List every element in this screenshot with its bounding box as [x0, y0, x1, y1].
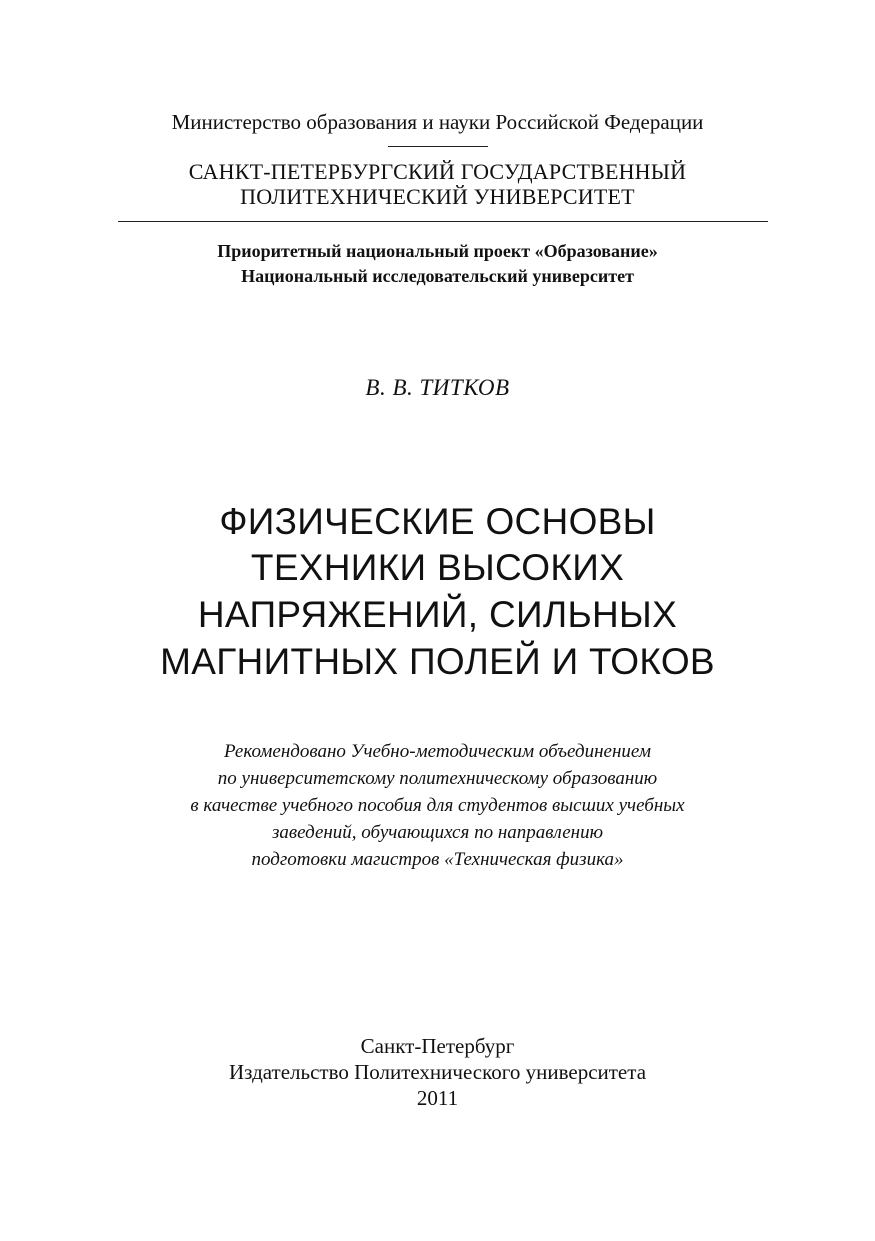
ministry-name: Министерство образования и науки Российской Федерации: [171, 110, 704, 134]
project-line-2: Национальный исследовательский университет: [241, 266, 634, 286]
university-name-line-1: САНКТ-ПЕТЕРБУРГСКИЙ ГОСУДАРСТВЕННЫЙ: [188, 159, 687, 184]
imprint-year: 2011: [416, 1086, 459, 1110]
imprint-publisher: Издательство Политехнического университета: [228, 1060, 647, 1084]
short-divider: [388, 146, 488, 147]
imprint-city: Санкт-Петербург: [360, 1034, 515, 1058]
book-title-line: ФИЗИЧЕСКИЕ ОСНОВЫ: [219, 501, 656, 542]
university-name-line-2: ПОЛИТЕХНИЧЕСКИЙ УНИВЕРСИТЕТ: [240, 184, 635, 209]
recommendation-line: в качестве учебного пособия для студентов высших учебных: [190, 795, 685, 816]
recommendation-line: по университетскому политехническому образованию: [217, 768, 658, 789]
recommendation-line: Рекомендовано Учебно-методическим объединением: [224, 741, 651, 762]
book-title-line: ТЕХНИКИ ВЫСОКИХ: [250, 547, 625, 588]
book-title-line: НАПРЯЖЕНИЙ, СИЛЬНЫХ: [197, 594, 678, 635]
book-title-line: МАГНИТНЫХ ПОЛЕЙ И ТОКОВ: [160, 641, 715, 682]
recommendation-line: подготовки магистров «Техническая физика»: [251, 849, 624, 870]
recommendation-line: заведений, обучающихся по направлению: [271, 822, 604, 843]
author-name: В. В. ТИТКОВ: [365, 375, 510, 400]
long-divider: [118, 221, 768, 222]
project-line-1: Приоритетный национальный проект «Образование»: [217, 241, 658, 261]
